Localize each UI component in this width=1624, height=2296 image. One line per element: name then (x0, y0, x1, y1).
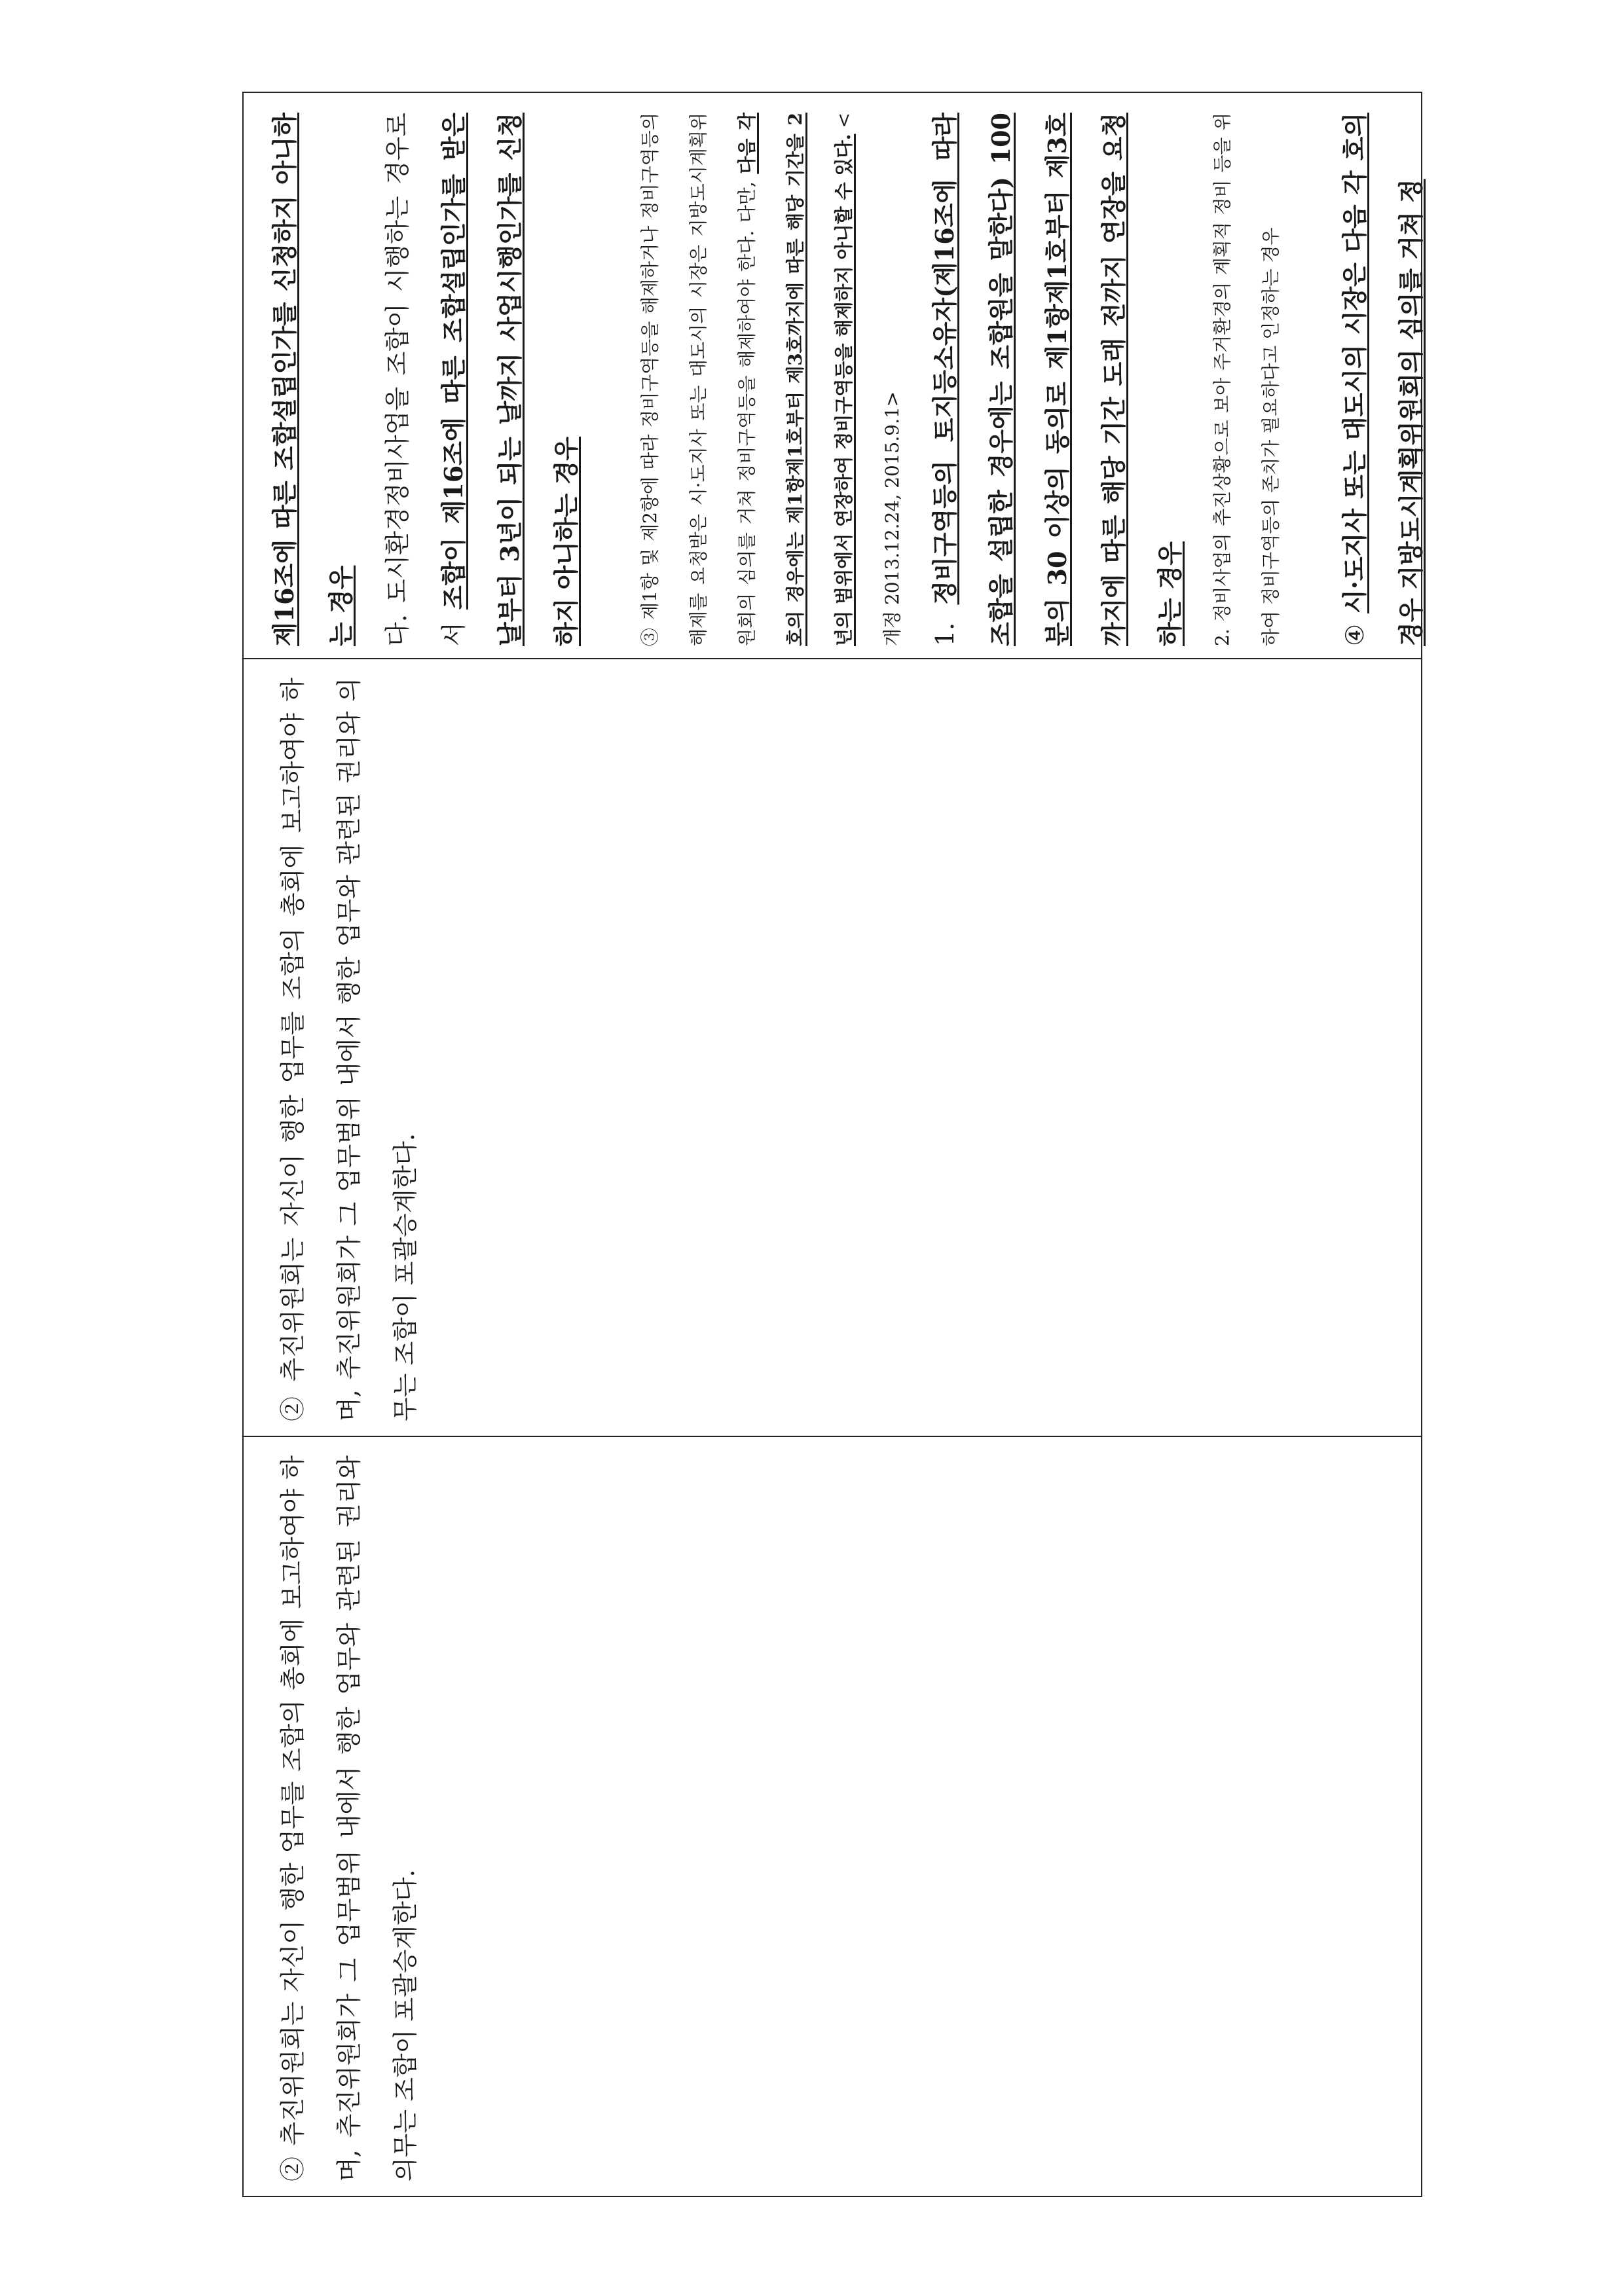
item-da-text: 다. 도시환경정비사업을 조합이 시행하는 경우로서 (383, 113, 468, 646)
column-enforcement-decree (244, 93, 1426, 658)
item-1-number: 1. (931, 604, 959, 646)
paragraph-3-underlined: 다음 각 호의 경우에는 제1항제1호부터 제3호까지에 따른 해당 기간을 2년의 범위에서 연장하여 정비구역등을 해제하지 아니할 수 있다. (736, 113, 855, 646)
rotated-page (242, 92, 1426, 2197)
item-1-underlined: 정비구역등의 토지등소유자(제16조에 따라 조합을 설립한 경우에는 조합원을 말한다) 100분의 30 이상의 동의로 제1항제1호부터 제3호까지에 따른 해당 기간 도래 전까지 연장을 요청하는 경우 (930, 113, 1185, 646)
paragraph-3-text: ③ 제1항 및 제2항에 따라 정비구역등을 해제하거나 정비구역등의 해제를 요청받은 시·도지사 또는 대도시의 시장은 지방도시계획위원회의 심의를 거쳐 정비구역등을 해제하여야 한다. 다만, (639, 113, 758, 646)
item-da-underlined: 조합이 제16조에 따른 조합설립인가를 받은 날부터 3년이 되는 날까지 사업시행인가를 신청하지 아니하는 경우 (439, 113, 581, 646)
comparison-table (242, 92, 1426, 2197)
paragraph-2: ② 추진위원회는 자신이 행한 업무를 조합의 총회에 보고하여야 하며, 추진위원회가 그 업무범위 내에서 행한 업무와 관련된 권리와 의무는 조합이 포괄승계한다. (278, 1455, 420, 2181)
paragraph-3 (626, 113, 917, 646)
column-amended-law (244, 658, 1421, 1436)
item-1 (917, 113, 1198, 646)
item-da (369, 113, 595, 646)
column-current-law (244, 1436, 1421, 2196)
paragraph-top (257, 113, 369, 646)
paragraph-4-underlined: 시·도지사 또는 대도시의 시장은 다음 각 호의 경우 지방도시계획위원회의 심의를 거쳐 정 (1340, 113, 1426, 646)
paragraph-2: ② 추진위원회는 자신이 행한 업무를 조합의 총회에 보고하여야 하며, 추진위원회가 그 업무범위 내에서 행한 업무와 관련된 권리와 의무는 조합이 포괄승계한다. (278, 678, 420, 1421)
amendment-note: <개정 2013.12.24, 2015.9.1> (833, 113, 903, 646)
underlined-text: 제16조에 따른 조합설립인가를 신청하지 아니하는 경우 (270, 113, 356, 646)
item-2: 2. 정비사업의 추진상황으로 보아 주거환경의 계획적 정비 등을 위하여 정비구역등의 존치가 필요하다고 인정하는 경우 (1211, 113, 1282, 646)
paragraph-4 (1327, 113, 1439, 646)
paragraph-4-number: ④ (1340, 613, 1369, 646)
